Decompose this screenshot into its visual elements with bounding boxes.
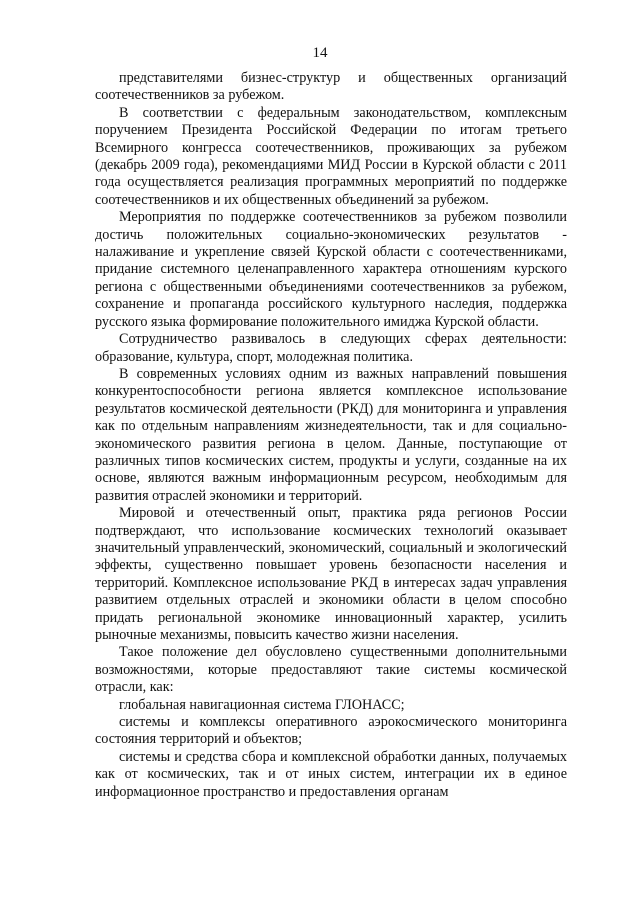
list-item-glonass: глобальная навигационная система ГЛОНАСС; xyxy=(119,696,405,713)
paragraph-intro-continuation: представителями бизнес-структур и общественных организаций соотечественников за рубежом. xyxy=(95,70,567,104)
list-item-data-processing: системы и средства сбора и комплексной обработки данных, получаемых как от космических, так и от иных систем, интеграции их в единое информационное пространство и предоставления органам xyxy=(95,748,567,800)
paragraph-cooperation-spheres: Сотрудничество развивалось в следующих сферах деятельности: образование, культура, спорт, молодежная политика. xyxy=(95,331,567,365)
paragraph-opportunities: Такое положение дел обусловлено существенными дополнительными возможностями, которые предоставляют такие системы космической отрасли, как: xyxy=(95,644,567,696)
page-number: 14 xyxy=(312,45,328,61)
paragraph-support-results: Мероприятия по поддержке соотечественников за рубежом позволили достичь положительных социально-экономических результатов - налаживание и укрепление связей Курской области с соотечественниками, придание системного целенаправленного характера отношениям курского региона с общественными объединениями соотечественников за рубежом, сохранение и пропаганда российского культурного наследия, поддержка русского языка формирование положительного имиджа Курской области. xyxy=(95,209,567,330)
paragraph-legislation: В соответствии с федеральным законодательством, комплексным поручением Президента Российской Федерации по итогам третьего Всемирного конгресса соотечественников, проживающих за рубежом (декабрь 2009 года), рекомендациями МИД России в Курской области с 2011 года осуществляется реализация программных мероприятий по поддержке соотечественников и их общественных объединений за рубежом. xyxy=(95,104,567,208)
paragraph-space-activity: В современных условиях одним из важных направлений повышения конкурентоспособности региона является комплексное использование результатов космической деятельности (РКД) для мониторинга и управления как по отдельным направлениям жизнедеятельности, так и для социально-экономического развития региона в целом. Данные, поступающие от различных типов космических систем, продукты и услуги, созданные на их основе, являются важным информационным ресурсом, необходимым для развития отраслей экономики и территорий. xyxy=(95,365,567,504)
body-text xyxy=(95,70,567,801)
paragraph-experience: Мировой и отечественный опыт, практика ряда регионов России подтверждают, что использование космических технологий оказывает значительный управленческий, экономический, социальный и экологический эффекты, существенно повышает уровень безопасности населения и территорий. Комплексное использование РКД в интересах задач управления развитием отдельных отраслей и экономики области в целом способно придать региональной экономике инновационный характер, усилить рыночные механизмы, повысить качество жизни населения. xyxy=(95,505,567,643)
list-item-monitoring: системы и комплексы оперативного аэрокосмического мониторинга состояния территорий и объектов; xyxy=(95,714,567,748)
